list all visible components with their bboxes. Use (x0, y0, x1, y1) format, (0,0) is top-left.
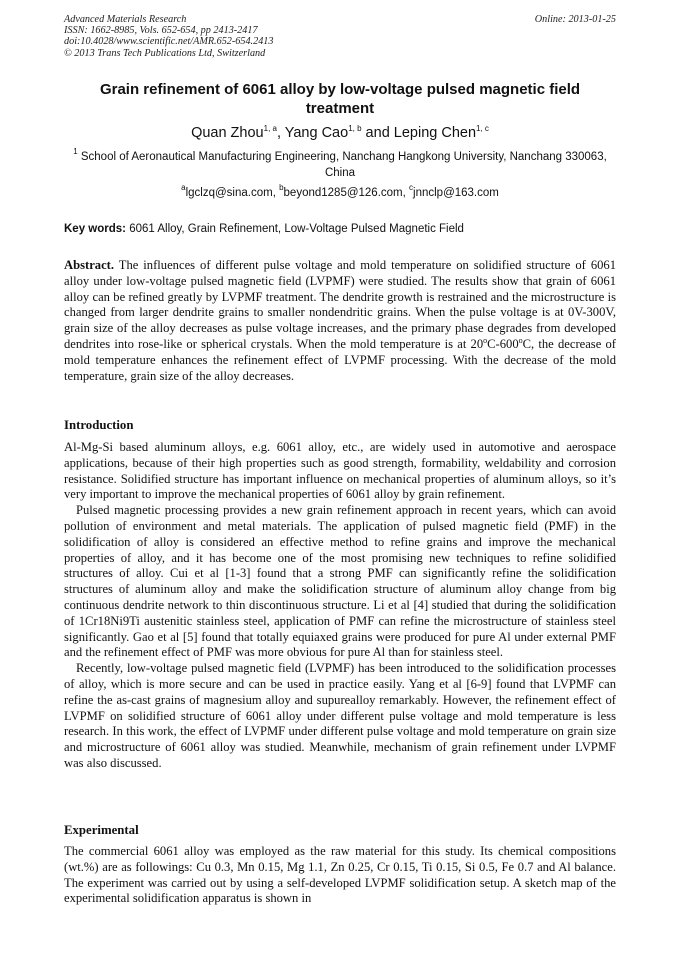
abstract (64, 258, 616, 384)
affiliation-mark: 1 (73, 147, 78, 156)
degree-mark: o (483, 335, 488, 345)
keywords-text: 6061 Alloy, Grain Refinement, Low-Voltage Pulsed Magnetic Field (129, 223, 464, 235)
affiliation-text: School of Aeronautical Manufacturing Engineering, Nanchang Hangkong University, Nanchang 330063, China (80, 151, 607, 179)
email-mark: c (409, 183, 414, 192)
author-name: Quan Zhou (191, 125, 264, 141)
doi-line: doi:10.4028/www.scientific.net/AMR.652-654.2413 (64, 36, 274, 48)
email-mark: b (279, 183, 284, 192)
experimental-heading: Experimental (64, 823, 139, 837)
email-list (64, 183, 616, 201)
introduction-body (64, 440, 616, 772)
abstract-text: C, the decrease of mold temperature enhances the refinement effect of LVPMF processing. With the decrease of the mold temperature, grain size of the alloy decreases. (64, 336, 616, 383)
paragraph: Al-Mg-Si based aluminum alloys, e.g. 6061 alloy, etc., are widely used in automotive and aerospace applications, because of their high properties such as good strength, formability, weldability and corrosion resistance. Solidified structure has important influence on mechanical properties of aluminum alloys, so it’s very important to improve the mechanical properties of 6061 alloy by grain refinement. (64, 440, 616, 502)
author-mark: 1, a (263, 124, 277, 133)
journal-name: Advanced Materials Research (64, 14, 187, 25)
journal-header (64, 14, 616, 59)
author-separator: , (276, 125, 285, 141)
paragraph: Recently, low-voltage pulsed magnetic field (LVPMF) has been introduced to the solidification processes of alloy, which is more secure and can be used in practice easily. Yang et al [6-9] found that LVPMF can refine the as-cast grains of magnesium alloy and supurealloy remarkably. However, the refinement effect of LVPMF on solidified structure of 6061 alloy under different pulse voltage and mold temperature is less research. In this work, the effect of LVPMF under different pulse voltage and mold temperature on grain size and microstructure of 6061 alloy was studied. Meanwhile, mechanism of grain refinement under LVPMF was also discussed. (64, 661, 616, 770)
abstract-text: The influences of different pulse voltage and mold temperature on solidified structure of 6061 alloy under low-voltage pulsed magnetic field (LVPMF) were studied. The results show that grain of 6061 alloy can be refined greatly by LVPMF treatment. The dendrite growth is restrained and the microstructure is changed from larger dendrite grains to smaller nondendritic grains. When the pulse voltage is at 0V-300V, grain size of the alloy decreases as pulse voltage increases, and the primary phase degrades from developed dendrites into rose-like or spherical crystals. When the mold temperature is at 20 (64, 258, 617, 351)
degree-mark: o (518, 335, 523, 345)
author-name: Yang Cao (284, 125, 349, 141)
email-mark: a (181, 183, 186, 192)
abstract-text: C-600 (487, 336, 519, 351)
experimental-body (64, 844, 616, 907)
email-separator: , (402, 187, 410, 199)
copyright-line: © 2013 Trans Tech Publications Ltd, Switzerland (64, 47, 266, 59)
email-address[interactable]: beyond1285@126.com (283, 187, 403, 199)
keywords (64, 222, 616, 237)
abstract-label: Abstract. (64, 258, 115, 272)
email-address[interactable]: jnnclp@163.com (413, 187, 499, 199)
issn-line: ISSN: 1662-8985, Vols. 652-654, pp 2413-2417 (64, 25, 258, 37)
author-mark: 1, b (348, 124, 362, 133)
author-separator: and (361, 125, 394, 141)
paragraph: Pulsed magnetic processing provides a new grain refinement approach in recent years, which can avoid pollution of environment and metal materials. The application of pulsed magnetic field (PMF) in the solidification of alloy is considered an effective method to refine grains and improve the mechanical properties of alloy, and it has become one of the most promising new techniques to refine solidified structures of alloy. Cui et al [1-3] found that a strong PMF can significantly refine the solidification structures of aluminum alloy and make the solidification structure of aluminum alloy change from big continuous dendrite network to thin discontinuous structure. Li et al [4] studied that during the solidification of 1Cr18Ni9Ti austenitic stainless steel, application of PMF can refine the microstructure of stainless steel significantly. Gao et al [5] found that totally equiaxed grains were produced for pure Al under external PMF and the refinement effect of PMF was more obvious for pure Al than for stainless steel. (64, 503, 616, 660)
author-mark: 1, c (476, 124, 489, 133)
author-name: Leping Chen (393, 125, 477, 141)
online-date: Online: 2013-01-25 (534, 14, 616, 25)
email-address[interactable]: lgclzq@sina.com (185, 187, 273, 199)
affiliation (64, 147, 616, 181)
email-separator: , (272, 187, 280, 199)
author-list (64, 124, 616, 142)
introduction-heading: Introduction (64, 418, 134, 432)
paper-title: Grain refinement of 6061 alloy by low-voltage pulsed magnetic field treatment (99, 81, 581, 117)
keywords-label: Key words: (64, 223, 126, 235)
paragraph: The commercial 6061 alloy was employed as the raw material for this study. Its chemical compositions (wt.%) are as followings: Cu 0.3, Mn 0.15, Mg 1.1, Zn 0.25, Cr 0.15, Ti 0.15, Si 0.5, Fe 0.7 and Al balance. The experiment was carried out by using a self-developed LVPMF solidification setup. A sketch map of the experimental solidification apparatus is shown in (64, 844, 616, 906)
